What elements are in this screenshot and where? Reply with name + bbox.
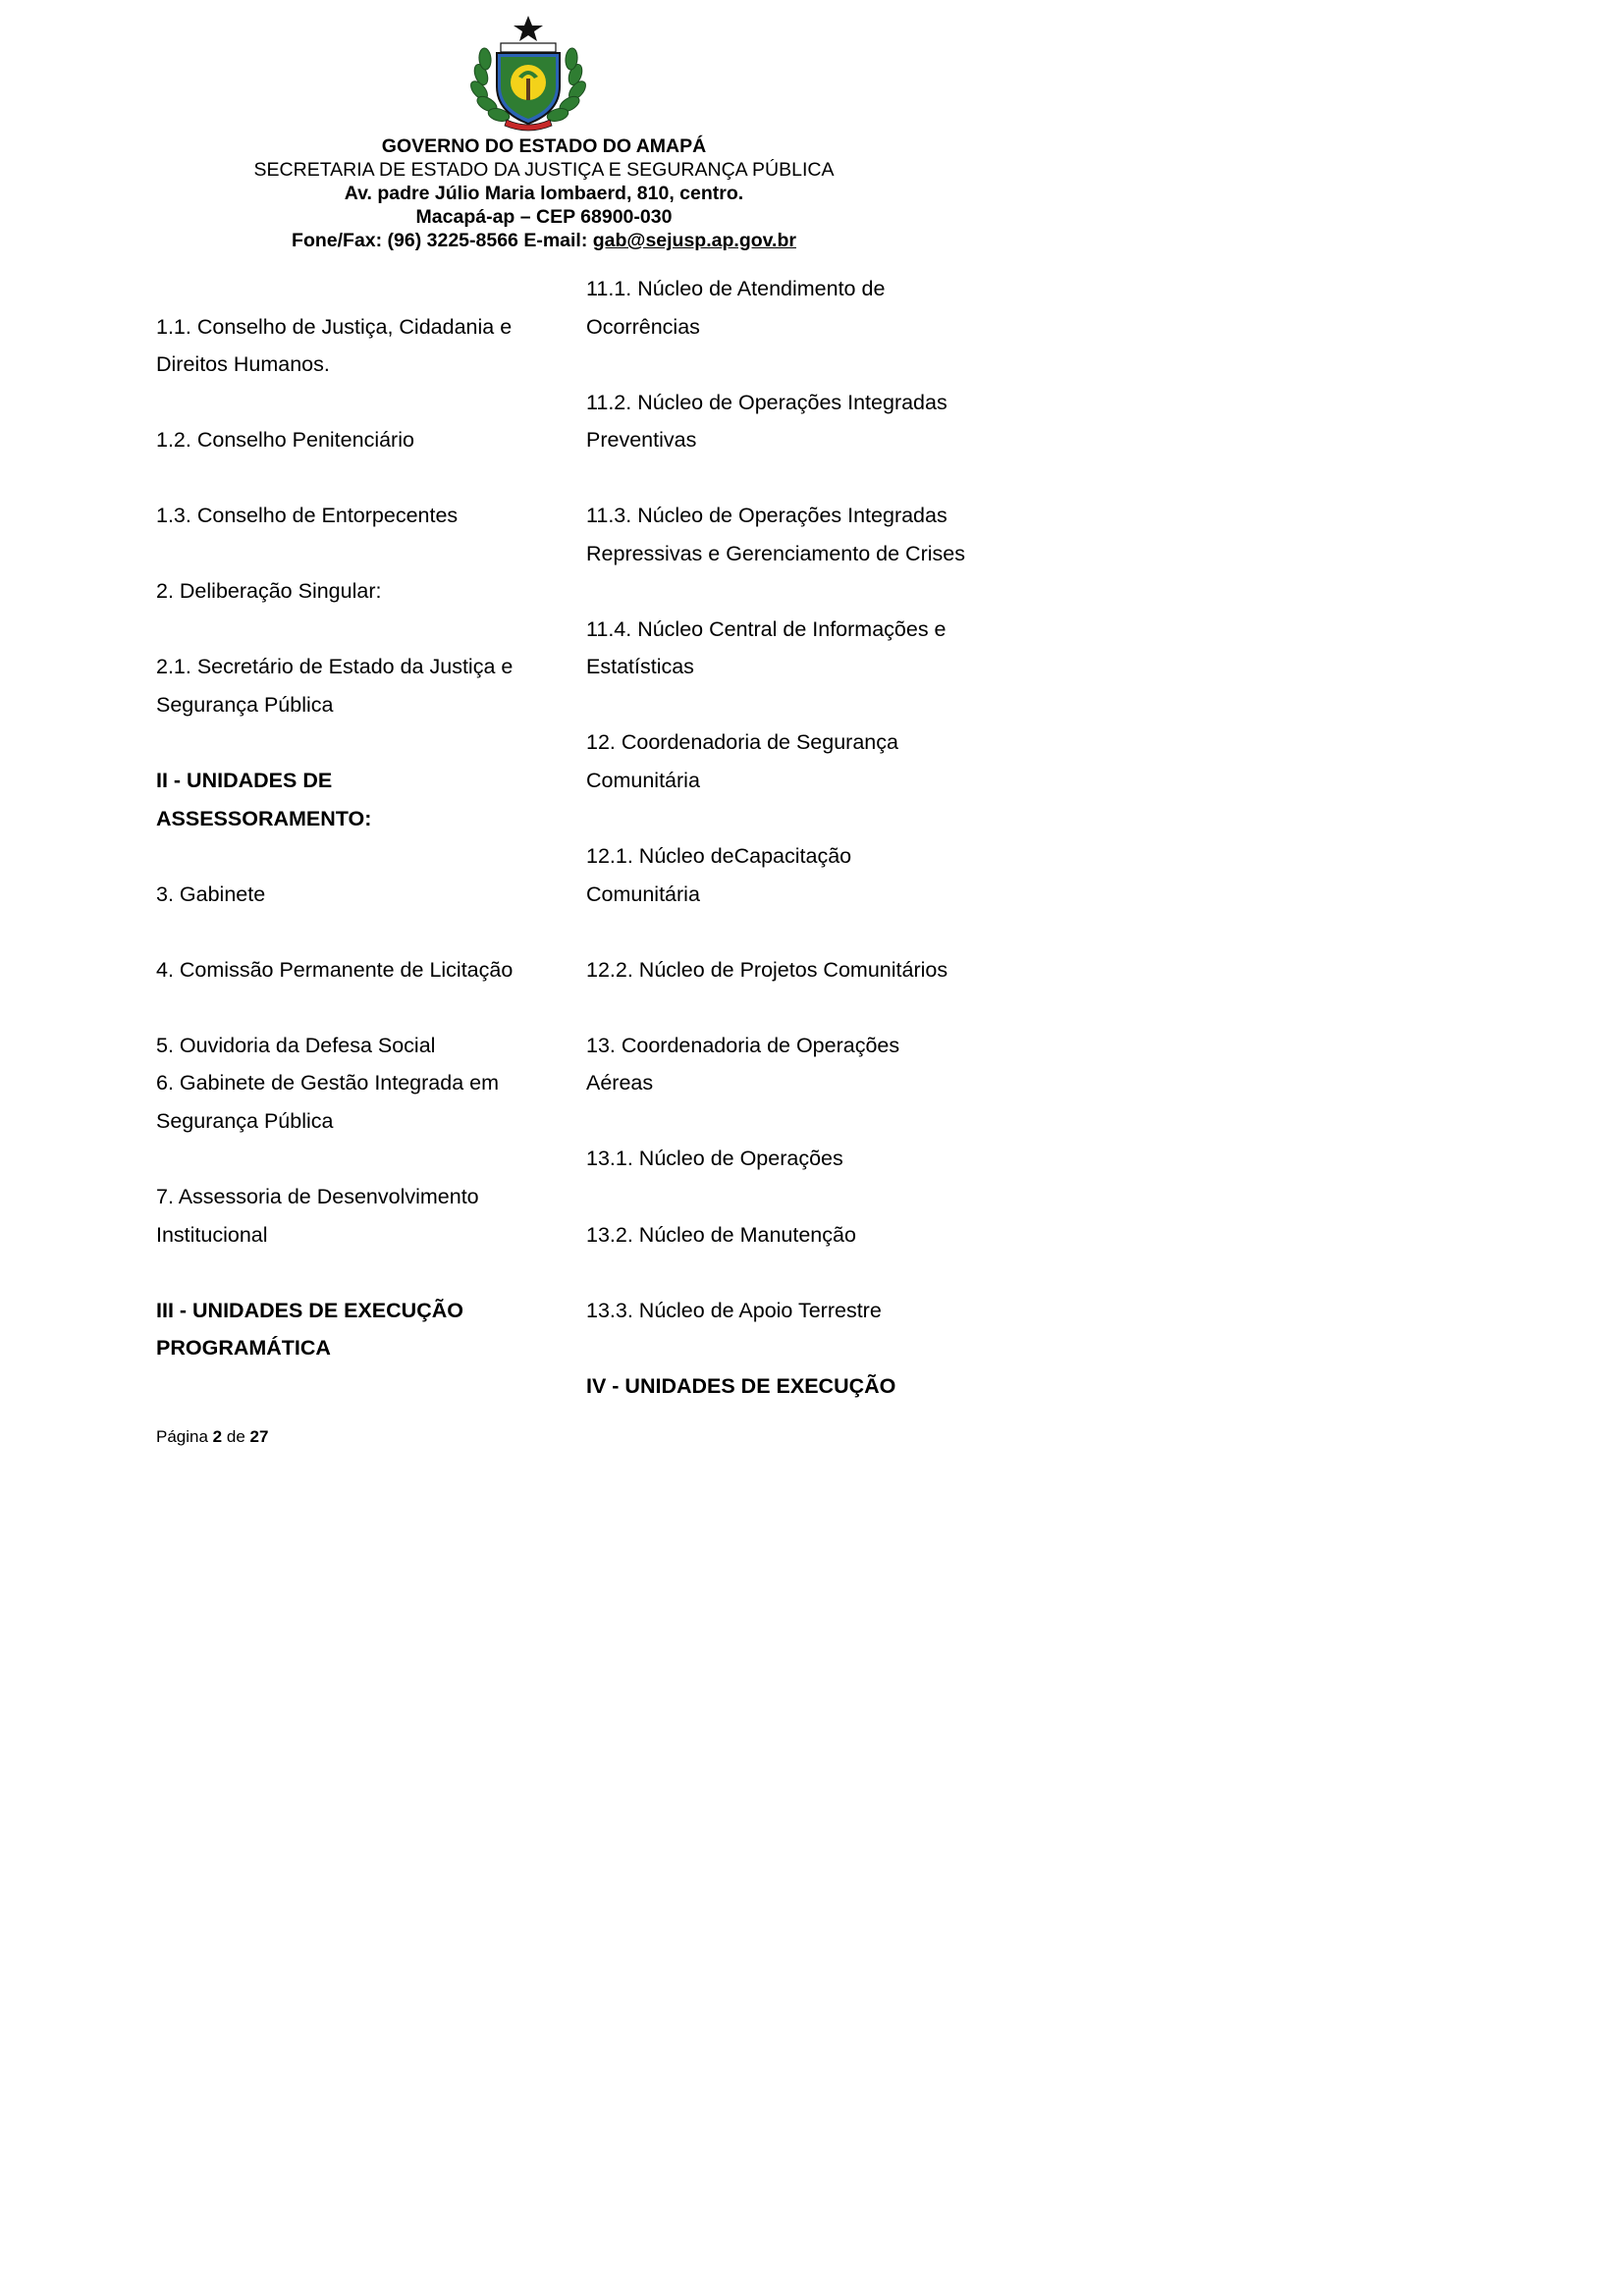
list-item: 5. Ouvidoria da Defesa Social <box>156 1034 436 1057</box>
list-item: Comunitária <box>586 882 700 906</box>
list-item: 13.3. Núcleo de Apoio Terrestre <box>586 1299 882 1322</box>
footer-page-word: Página <box>156 1427 208 1446</box>
list-item: Ocorrências <box>586 315 700 339</box>
list-item: Estatísticas <box>586 655 694 678</box>
list-item: 11.3. Núcleo de Operações Integradas <box>586 504 947 527</box>
list-item: 13.2. Núcleo de Manutenção <box>586 1223 856 1247</box>
list-item: Comunitária <box>586 769 700 792</box>
footer-of-word: de <box>226 1427 245 1446</box>
list-item: 7. Assessoria de Desenvolvimento <box>156 1185 479 1208</box>
footer-page-current: 2 <box>212 1427 223 1446</box>
list-item: 13.1. Núcleo de Operações <box>586 1147 843 1170</box>
header-contact-prefix: Fone/Fax: (96) 3225-8566 E-mail: <box>292 230 593 251</box>
header-government: GOVERNO DO ESTADO DO AMAPÁ <box>381 135 707 157</box>
list-item: 3. Gabinete <box>156 882 266 906</box>
header-contact <box>0 229 1088 252</box>
list-item: Institucional <box>156 1223 268 1247</box>
list-item: Repressivas e Gerenciamento de Crises <box>586 542 965 565</box>
list-item: 4. Comissão Permanente de Licitação <box>156 958 514 982</box>
seal-banner <box>501 43 556 52</box>
list-item: 12. Coordenadoria de Segurança <box>586 730 898 754</box>
list-item: 1.2. Conselho Penitenciário <box>156 428 414 452</box>
section-heading: PROGRAMÁTICA <box>156 1336 331 1360</box>
list-item: 6. Gabinete de Gestão Integrada em <box>156 1071 500 1095</box>
list-item: Preventivas <box>586 428 697 452</box>
list-item: 12.1. Núcleo deCapacitação <box>586 844 852 868</box>
state-seal-emblem <box>467 14 589 133</box>
header-secretariat: SECRETARIA DE ESTADO DA JUSTIÇA E SEGURANÇA PÚBLICA <box>253 159 835 181</box>
section-heading: IV - UNIDADES DE EXECUÇÃO <box>586 1374 896 1398</box>
list-item: Segurança Pública <box>156 693 334 717</box>
list-item: Aéreas <box>586 1071 654 1095</box>
list-item: 11.4. Núcleo Central de Informações e <box>586 617 947 641</box>
section-heading: III - UNIDADES DE EXECUÇÃO <box>156 1299 463 1322</box>
email-link[interactable]: gab@sejusp.ap.gov.br <box>592 230 796 251</box>
header-city: Macapá-ap – CEP 68900-030 <box>415 206 673 228</box>
header-address: Av. padre Júlio Maria lombaerd, 810, centro. <box>344 183 744 204</box>
list-item: 2.1. Secretário de Estado da Justiça e <box>156 655 514 678</box>
page-number-footer <box>156 1427 268 1447</box>
list-item: 1.3. Conselho de Entorpecentes <box>156 504 459 527</box>
list-item: Direitos Humanos. <box>156 352 330 376</box>
list-item: 2. Deliberação Singular: <box>156 579 382 603</box>
footer-page-total: 27 <box>249 1427 269 1446</box>
list-item: 1.1. Conselho de Justiça, Cidadania e <box>156 315 513 339</box>
list-item: Segurança Pública <box>156 1109 334 1133</box>
section-heading: II - UNIDADES DE <box>156 769 333 792</box>
list-item: 13. Coordenadoria de Operações <box>586 1034 900 1057</box>
seal-star <box>514 16 543 41</box>
list-item: 11.1. Núcleo de Atendimento de <box>586 277 886 300</box>
section-heading: ASSESSORAMENTO: <box>156 807 372 830</box>
list-item: 11.2. Núcleo de Operações Integradas <box>586 391 947 414</box>
list-item: 12.2. Núcleo de Projetos Comunitários <box>586 958 948 982</box>
